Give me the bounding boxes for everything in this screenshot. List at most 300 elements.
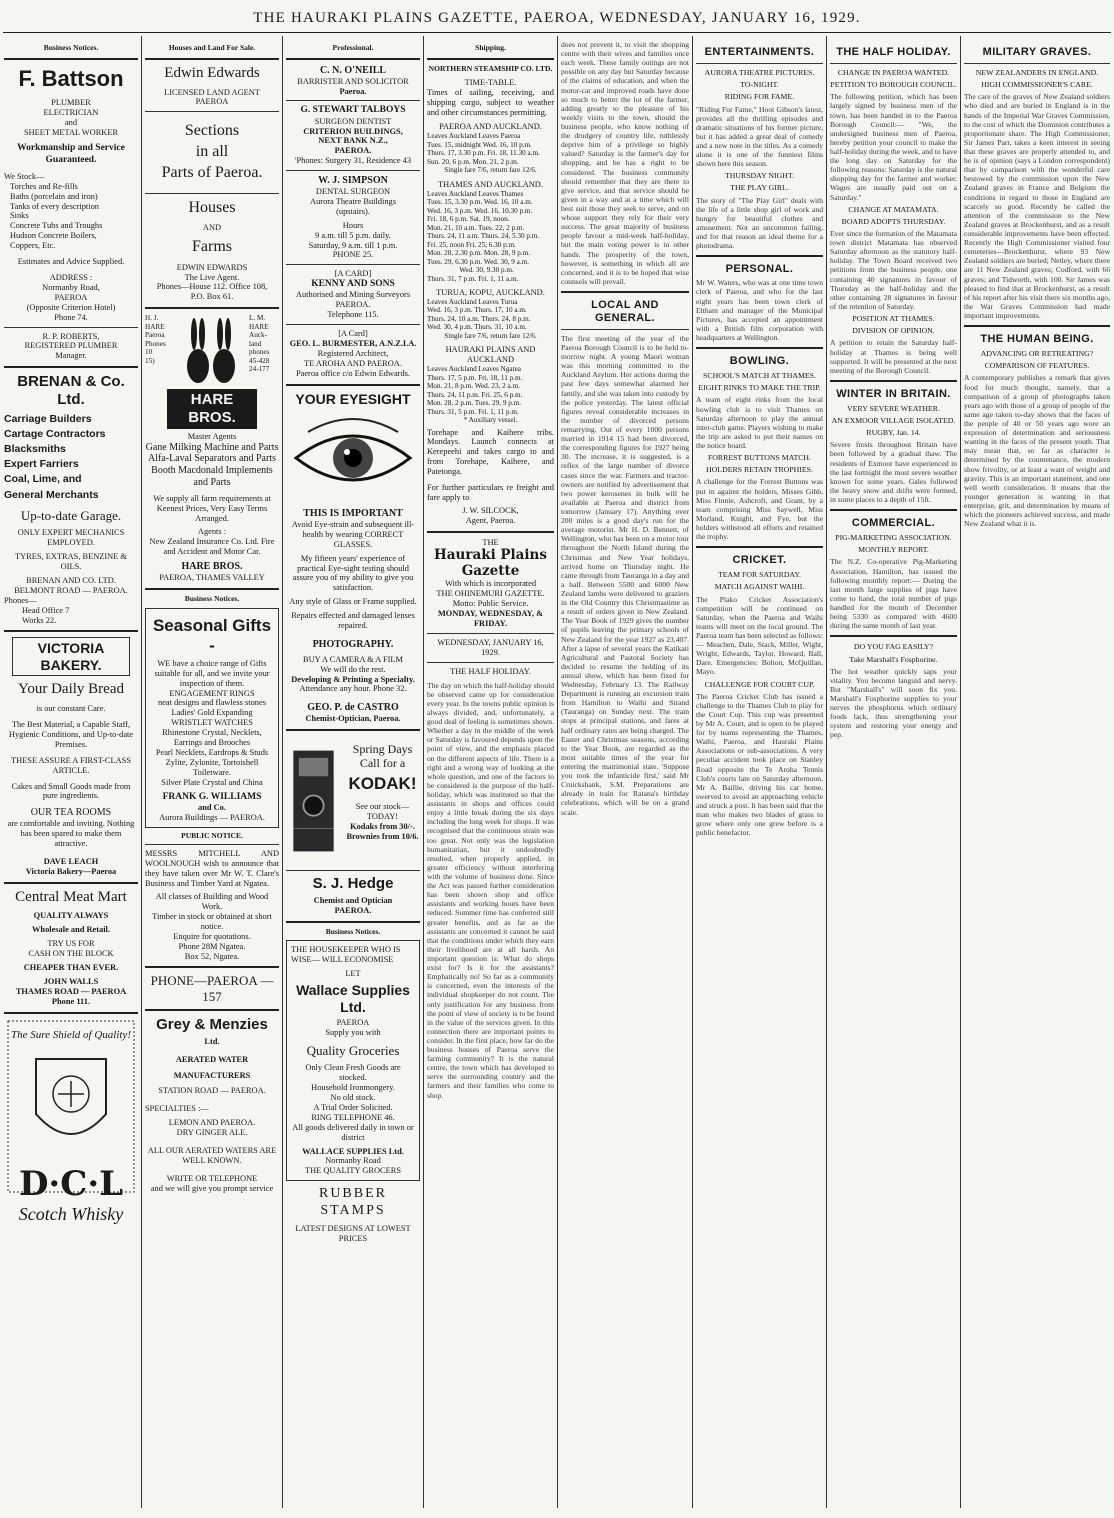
kodak-title: KODAK!	[348, 774, 417, 794]
route-row: Thurs. 31, 5 p.m. Fri. 1, 11 p.m.	[427, 407, 519, 416]
divider	[696, 347, 823, 349]
contact-line: Auck-	[249, 331, 267, 340]
contact-line: HARE	[249, 322, 269, 331]
route-row: Fri. 25, noon Fri. 25, 6.30 p.m.	[427, 240, 516, 249]
trade-item: Cartage Contractors	[4, 427, 106, 440]
garage-title: Up-to-date Garage.	[20, 507, 122, 523]
gifts-title: Seasonal Gifts -	[152, 615, 272, 655]
route-columns: Leaves Auckland Leaves Paeroa	[427, 132, 521, 141]
wallace-line: Household Ironmongery.	[311, 1083, 395, 1093]
simpson-hours: Saturday, 9 a.m. till 1 p.m.	[308, 240, 398, 250]
trade-item: Carriage Builders	[4, 412, 92, 425]
burmester-line: Paeroa office c/o Edwin Edwards.	[295, 368, 411, 378]
simpson-line: (upstairs).	[336, 206, 370, 216]
brenan-foot: Works 22.	[22, 615, 57, 625]
personal-text: Mr W. Waters, who was at one time town clerk of Paeroa, and who for the last eight years has been town clerk of Eltham and manager of the Municipal Pictures, has accepted an appointment with a British film corporation with headquarters at Wellington.	[696, 278, 823, 342]
divider	[4, 58, 138, 60]
houses-line: Houses	[188, 198, 236, 216]
talboys-line: NEXT BANK N.Z.,	[318, 136, 388, 146]
houses-line: Farms	[192, 237, 232, 255]
photo-line: Developing & Printing a Specialty.	[291, 674, 415, 684]
eyesight-title: YOUR EYESIGHT	[295, 390, 411, 407]
divider	[427, 58, 554, 60]
route-row: Wed. 30, 9.30 p.m.	[427, 266, 514, 275]
forrest-text: A challenge for the Forrest Buttons was put in against the holders, Misses Gibb, Miss Finnie, Ashcroft, and Grant, by a team comprising Miss Saywell, Miss Morland, Knight, and Fye, but the holders withstood all efforts and retained the trophy.	[696, 477, 823, 542]
trade-item: Blacksmiths	[4, 443, 66, 456]
divider	[4, 366, 138, 368]
half-holiday-heading: THE HALF HOLIDAY.	[836, 46, 951, 58]
photo-title: PHOTOGRAPHY.	[312, 638, 394, 650]
nz-heading: NEW ZEALANDERS IN ENGLAND.	[975, 67, 1099, 77]
brenan-trades	[4, 412, 138, 503]
wallace-let: LET	[345, 969, 361, 979]
battson-name: F. Battson	[18, 65, 124, 91]
thames-heading: POSITION AT THAMES.	[852, 314, 935, 324]
route-heading: HAURAKI PLAINS AND AUCKLAND	[445, 345, 536, 365]
eye-text: Any style of Glass or Frame supplied.	[289, 597, 417, 607]
kodak-heading: Spring Days Call for a	[352, 742, 413, 771]
meat-mart-title: Central Meat Mart	[15, 888, 127, 905]
divider	[964, 63, 1110, 64]
divider	[286, 729, 420, 731]
hare-address: PAEROA, THAMES VALLEY	[159, 572, 265, 582]
stock-item: Torches and Re-fills	[10, 181, 78, 191]
human-text: A contemporary publishes a remark that gives food for much thought, namely, that a comparison of a group of photographs taken years ago with those of a group of people of the same age taken to-day shows that the faces of the people of 40 or 50 years ago wore an expression of determination and seriousness wanting in the faces of the present youth. That may mean that, so far as character is determined by the countenance, the modern show frivolity, or at least a want of weight and gravity. This is an important statement, and one well worth consideration. It means that the younger generation is wanting in that enterprise, grit, and determination by means of which the pioneers achieved success, and made New Zealand what it is.	[964, 373, 1110, 529]
trade-item: Coal, Lime, and	[4, 473, 82, 486]
matamata-text: Ever since the formation of the Matamata town district Matamata has observed Saturday afternoon as the statutory half-holiday. The Town Board received two petitions from the business people, one containing 40 signatures in favour of Thursday as the half-holiday and the other containing 28 signatures in favour of the retention of Saturday.	[830, 229, 957, 311]
bakery-sub: is our constant Care.	[36, 704, 106, 714]
cricket-text: The Plako Cricket Association's competition will be continued on Saturday, when the Paeroa and Waihi teams will meet on the local ground. The Paeroa team has been selected as follows:— Meachen, Dale, Stack, Miller, Wight, Wright, Edwards, Taylor, Howard, Ball, Dare. Emergencies: Bolton, McQuillan, Mayo.	[696, 594, 823, 677]
mitchell-line: Enquire for quotations.	[173, 931, 251, 941]
grey-specialties: SPECIALTIES :—	[145, 1104, 209, 1114]
wallace-line: No old stock.	[330, 1093, 376, 1103]
simpson-name: W. J. SIMPSON	[318, 175, 388, 187]
agent-name: J. W. SILCOCK,	[462, 505, 519, 515]
wallace-supply: Supply you with	[325, 1028, 381, 1038]
divider	[145, 1009, 279, 1011]
kenny-line: Telephone 115.	[327, 310, 379, 320]
wallace-title: Wallace Supplies Ltd.	[296, 982, 410, 1015]
steamship-company: NORTHERN STEAMSHIP CO. LTD.	[428, 63, 553, 73]
commercial-heading: COMMERCIAL.	[851, 517, 936, 530]
hare-agents: Agents :	[197, 527, 227, 537]
further-particulars: For further particulars re freight and fare apply to	[427, 483, 554, 502]
column-rule	[557, 36, 558, 1508]
battson-address: (Opposite Criterion Hotel)	[26, 302, 116, 312]
wallace-line: RING TELEPHONE 46.	[311, 1112, 395, 1122]
hare-right-contact	[249, 314, 279, 373]
meat-line: QUALITY ALWAYS	[33, 911, 109, 921]
route-row: Thurs. 31, 7 p.m. Fri. 1, 11 a.m.	[427, 274, 519, 283]
hare-line: Alfa-Laval Separators and Parts	[147, 453, 276, 465]
grey-service: and we will give you prompt service	[150, 1183, 274, 1193]
edwards-foot: EDWIN EDWARDS	[176, 262, 248, 272]
divider	[696, 63, 823, 64]
gift-item: Ladies' Gold Expanding	[171, 708, 253, 718]
column-rule	[282, 36, 283, 1508]
dateline: WEDNESDAY, JANUARY 16, 1929.	[437, 637, 544, 657]
bakery-text: The Best Material, a Capable Staff, Hygienic Conditions, and Up-to-date Premises.	[8, 720, 134, 749]
contact-line: phones	[249, 348, 270, 357]
film-title: RIDING FOR FAME.	[724, 92, 795, 102]
bakery-rooms-text: are comfortable and inviting. Nothing has been spared to make them attractive.	[7, 819, 135, 848]
agent-line: Agent, Paeroa.	[465, 515, 516, 525]
forrest-heading: FORREST BUTTONS MATCH.	[707, 453, 812, 463]
route-row: Fri. 18, 6 p.m. Sat. 19, noon.	[427, 215, 510, 224]
pig-heading: PIG-MARKETING ASSOCIATION.	[835, 533, 952, 543]
bakery-owner: DAVE LEACH	[43, 856, 99, 866]
camera-illustration	[286, 736, 341, 866]
divider	[830, 380, 957, 382]
personal-heading: PERSONAL.	[725, 263, 794, 276]
trade-item: Expert Farriers	[4, 458, 79, 471]
edwards-foot: Phones—House 112. Office 108,	[156, 282, 268, 292]
meat-line: TRY US FOR	[47, 939, 95, 949]
bakery-address: Victoria Bakery—Paeroa	[25, 866, 117, 876]
brenan-foot: BELMONT ROAD — PAEROA.	[14, 585, 128, 595]
local-general-heading: LOCAL AND GENERAL.	[591, 298, 659, 324]
divider	[427, 662, 554, 663]
route-row: Mon. 28, 2.30 p.m. Mon. 28, 9 p.m.	[427, 249, 531, 258]
meat-owner: Phone 111.	[51, 996, 91, 1006]
divider	[286, 870, 420, 871]
half-holiday-text: The following petition, which has been largely signed by business men of the town, has been handed in to the Paeroa Borough Council:— "We, the undersigned business men of Paeroa, hereby petition your council to make the half-holiday during the week, and to have the long day on Saturday for the following reasons: Saturday is the natural shopping day for the farmer and worker. Wages are usually paid out on a Saturday."	[830, 92, 957, 202]
contact-line: H. J.	[145, 314, 159, 323]
contact-line: HARE	[145, 322, 165, 331]
gift-item: Rhinestone Crystal, Necklets,	[162, 728, 262, 738]
edwards-foot: The Live Agent.	[184, 272, 240, 282]
battson-stock-list	[4, 182, 138, 251]
change-heading: CHANGE IN PAEROA WANTED.	[837, 67, 950, 77]
hedge-line: PAEROA.	[334, 905, 372, 915]
gift-item: neat designs and flawless stones	[158, 698, 266, 708]
mitchell-line: Timber in stock or obtained at short notice.	[152, 911, 272, 931]
battson-address: ADDRESS :	[49, 272, 93, 282]
column-rule	[692, 36, 693, 1508]
aurora-theatre: AURORA THEATRE PICTURES.	[704, 67, 815, 77]
divider	[145, 966, 279, 968]
divider	[145, 58, 279, 60]
route-row: Wed. 16, 3 p.m. Thurs. 17, 10 a.m.	[427, 306, 527, 315]
gift-item: Toiletware.	[193, 767, 231, 777]
gift-item: Earrings and Brooches	[173, 738, 251, 748]
route-row: Tues. 29, 6.30 p.m. Wed. 30, 9 a.m.	[427, 257, 530, 266]
torehape-note: Torehape and Kaihere tribs. Mondays. Launch connects at Kerepeehi and takes cargo to and from Torehape, Kaihere, and Patetonga.	[427, 427, 554, 477]
battson-address: Phone 74.	[54, 312, 88, 322]
route-heading: THAMES AND AUCKLAND.	[438, 179, 543, 189]
grey-line: STATION ROAD — PAEROA.	[158, 1086, 266, 1096]
divider	[286, 100, 420, 101]
divider	[4, 1012, 138, 1014]
hc-heading: HIGH COMMISSIONER'S CARE.	[981, 80, 1093, 90]
column-shipping	[427, 40, 554, 1508]
divider	[145, 111, 279, 112]
petition-heading: PETITION TO BOROUGH COUNCIL.	[830, 80, 957, 90]
column-half-holiday	[830, 40, 957, 1508]
bakery-tagline: Your Daily Bread	[18, 681, 124, 698]
mitchell-notice: MESSRS MITCHELL AND WOOLNOUGH wish to announce that they have taken over Mr W. T. Clare's Business and Timber Yard at Ngatea.	[145, 849, 279, 889]
simpson-hours: PHONE 25.	[332, 250, 374, 260]
kodak-ad	[286, 736, 420, 866]
exmoor-heading: AN EXMOOR VILLAGE ISOLATED.	[831, 415, 956, 425]
divider	[830, 635, 957, 637]
wallace-line: Only Clean Fresh Goods are stocked.	[305, 1063, 401, 1083]
battson-estimates: Estimates and Advice Supplied.	[17, 257, 125, 267]
brenan-foot: Phones—	[4, 595, 37, 605]
timetable-heading: TIME-TABLE.	[464, 77, 517, 87]
hare-left-contact	[145, 314, 173, 365]
advancing-heading: ADVANCING OR RETREATING?	[980, 349, 1094, 359]
route-row: Wed. 30, 4 p.m. Thurs. 31, 10 a.m.	[427, 323, 527, 332]
seasonal-gifts-ad	[145, 608, 279, 828]
battson-address: PAEROA	[54, 292, 88, 302]
section-heading: Business Notices.	[325, 926, 381, 936]
contact-line: 45-428	[249, 356, 270, 365]
route-row: Wed. 16, 3 p.m. Wed. 16, 10.30 p.m.	[427, 206, 533, 215]
cricket-heading: CRICKET.	[732, 554, 787, 567]
divider	[145, 844, 279, 845]
meat-line: CASH ON THE BLOCK	[28, 949, 114, 959]
film-review: The story of "The Play Girl" deals with the life of a little shop girl of work and hungry for beautiful clothes and amusement. Not an uncommon failing, and for that reason an ideal theme for a photodrama.	[696, 195, 823, 251]
burmester-line: Registered Architect,	[317, 348, 389, 358]
contact-line: L. M.	[249, 314, 266, 323]
editorial-continued: does not prevent it, to visit the shopping centre with their wives and families once each week. These family outings are not possible on any day but Saturday because of the claims of education, and when the motor-car and improved roads have done so much to better the lot of the farmer, adding greatly to the pleasure of his weekly visits to the town, should the business people, who know nothing of the drudgery of country life, ruthlessly deprive him of a privilege so highly valued? Saturday is the farmer's day for shopping, and he has a right to be considered. The business community should remember that they are there to give service, and that service should be given in a way and at a time which will best suit those they seek to serve, and on whose support they rely for their very success. The great majority of business people favour a mid-week half-holiday, but the main voting power is in other hands. The prosperity of the town, however, is something in which all are concerned, and it is to be hoped that wise counsels will prevail.	[561, 40, 689, 286]
mitchell-line: All classes of Building and Wood Work.	[155, 892, 269, 911]
divider	[427, 531, 554, 533]
bowling-sub: SCHOOL'S MATCH AT THAMES.	[703, 371, 816, 381]
column-rule	[141, 36, 142, 1508]
simpson-line: DENTAL SURGEON	[315, 186, 391, 196]
route-heading: PAEROA AND AUCKLAND.	[439, 122, 542, 132]
bakery-title: VICTORIA BAKERY.	[12, 637, 130, 676]
garage-line: ONLY EXPERT MECHANICS EMPLOYED.	[17, 528, 125, 548]
gift-item: WRISTLET WATCHES	[171, 718, 253, 728]
route-row: Thurs. 24, 10 a.m. Thurs. 24, 8 p.m.	[427, 314, 531, 323]
divider	[286, 264, 420, 265]
hare-rabbits-logo	[176, 314, 246, 389]
eye-text: My fifteen years' experience of practical Eye-sight testing should assure you of my ability to give you satisfaction.	[292, 553, 414, 593]
brenan-foot: Head Office 7	[22, 605, 70, 615]
divider	[4, 882, 138, 884]
eye-text: Repairs effected and damaged lenses repaired.	[291, 611, 415, 631]
brenan-foot: BRENAN AND CO. LTD.	[26, 575, 116, 585]
bakery-rooms: OUR TEA ROOMS	[30, 807, 112, 819]
stock-item: Hudson Concrete Boilers,	[10, 231, 97, 241]
kenny-line: PAEROA.	[335, 300, 371, 310]
court-cup-text: The Paeroa Cricket Club has issued a challenge to the Thames Club to play for the Court Cup. This cup was presented by Mr A. Court, and is open to be played for by teams representing the Thames, Waihi, Paeroa, and Hauraki Plains Associations or sub-associations. A very peculiar accident took place on Stanley Road opposite the Te Aroha Tennis Club's courts late on Saturday afternoon. Mr A. Baillie, driving his car home, swerved to avoid an approaching vehicle and struck a post. It has been said that the man who makes two blades of grass to grow where only one grew before is a public benefactor.	[696, 691, 823, 838]
contact-line: 24-177	[249, 365, 270, 374]
wallace-ad	[286, 940, 420, 1181]
comparison-heading: COMPARISON OF FEATURES.	[984, 361, 1090, 371]
route-columns: Leaves Auckland Leaves Ngatea	[427, 365, 521, 374]
hare-header	[145, 314, 279, 389]
hedge-name: S. J. Hedge	[312, 875, 394, 893]
hare-name: HARE BROS.	[181, 561, 243, 573]
divider	[4, 630, 138, 632]
gazette-line: THE OHINEMURI GAZETTE.	[436, 589, 545, 599]
hare-line: Master Agents	[187, 431, 237, 441]
meat-line: CHEAPER THAN EVER.	[23, 963, 119, 973]
gifts-owner: Aurora Buildings — PAEROA.	[159, 812, 265, 822]
hare-line: Booth Macdonald Implements and Parts	[151, 465, 273, 488]
oneill-name: C. N. O'NEILL	[319, 64, 387, 76]
sections-line: Parts of Paeroa.	[161, 164, 263, 182]
column-rule	[960, 36, 961, 1508]
grey-line: MANUFACTURERS	[173, 1070, 251, 1080]
grey-line: AERATED WATER	[175, 1054, 249, 1064]
film-review: "Riding For Fame," Hoot Gibson's latest, provides all the thrilling episodes and dramatic situations of his former picture, but it has added a great deal of comedy and a new note in the titles. As a comedy alone it is one of the funniest films shown here this season.	[696, 104, 823, 169]
castro-name: GEO. P. de CASTRO	[307, 702, 399, 714]
divider	[561, 291, 689, 293]
gazette-days: MONDAY, WEDNESDAY, & FRIDAY.	[437, 609, 544, 629]
gift-item: Zylite, Zylonite, Tortoishell	[165, 757, 259, 767]
route-row: Sun. 20, 6 p.m. Mon. 21, 2 p.m.	[427, 157, 519, 166]
gift-item: Pearl Necklets, Eardrops & Studs	[155, 747, 269, 757]
bakery-assure: THESE ASSURE A FIRST-CLASS ARTICLE.	[11, 755, 131, 775]
route-columns: Leaves Auckland Leaves Turua	[427, 297, 518, 306]
local-general-text: The first meeting of the year of the Paeroa Borough Council is to be held to-morrow night. A young Maori woman was this morning committed to the Auckland Asylum. Her actions during the past few days somewhat alarmed her family, and she was taken into custody by the police yesterday. The latest official figures reveal considerable increases in the number of divorced persons remarrying. Out of every 1000 persons married in 1914 15 had been divorced, the corresponding figures for 1927 being 30. The increase, it is suggested, is a reflex of the large number of divorce cases since the war. Farmers and tractor-owners are notified by advertisement that two power kerosenes in bulk will be available at Paeroa and district from tomorrow (January 17). Anything over 200 miles is a good day's run for the average motorist. Mr H. D. Bennett, of Wellington, who has been on a motor tour throughout the North Island during the Christmas and New Year holidays, arrived home on Thursday night. He came through from Tauranga in a day and a half. Between 5500 and 6000 New Zealand lambs were delivered to graziers in the Old Country this Christmastime as a result of orders given in New Zealand. The Year Book of 1929 gives the number of pupils leaving the primary schools of New Zealand for the year 1927 as 23,407. After a lapse of several years the Katikati Agricultural and Pastoral Society has decided to resume the holding of its annual show, which has been fixed for Wednesday, February 13. The Railway Department is running an excursion train from Hamilton to Waihi and Strand (Tauranga) on Sunday next. The train stops at principal stations, and fares at half ordinary rates are being charged. The Easter and Christmas seasons, according to the Year Book, are regarded as the most suitable times of the year for entering the matrimonial state. 'Suppose you took the infanticide first,' said Mr Cruickshank, S.M. Preparations are already in train for Ratana's birthday celebrations, which will be on a grand scale.	[561, 333, 689, 817]
divider	[145, 193, 279, 194]
mitchell-line: Phone 28M Ngatea.	[178, 941, 246, 951]
kenny-card: [A CARD]	[334, 269, 372, 279]
contact-line: 15)	[145, 356, 155, 365]
gazette-title: Hauraki Plains Gazette	[434, 546, 547, 579]
edwards-sub: LICENSED LAND AGENT	[164, 87, 260, 97]
divider	[145, 588, 279, 590]
public-notice-heading: PUBLIC NOTICE.	[181, 830, 243, 840]
grey-specialty: LEMON AND PAEROA.	[168, 1118, 256, 1128]
edwards-foot: P.O. Box 61.	[190, 292, 234, 302]
battson-line: SHEET METAL WORKER	[23, 127, 119, 137]
phone-ad: PHONE—PAEROA —157	[150, 973, 274, 1004]
auxiliary-note: * Auxiliary vessel.	[463, 416, 518, 425]
divider	[286, 324, 420, 325]
sections-line: Sections	[184, 122, 240, 140]
route-row: Thurs. 24, 11 p.m. Fri. 25, 6 p.m.	[427, 390, 523, 399]
kodak-text	[341, 736, 420, 866]
editorial-title: THE HALF HOLIDAY.	[450, 666, 531, 676]
roberts-line: REGISTERED PLUMBER	[24, 341, 118, 351]
rugby-dateline: RUGBY, Jan. 14.	[866, 428, 921, 438]
stock-item: Coppers, Etc.	[10, 241, 56, 251]
matamata-heading: CHANGE AT MATAMATA.	[848, 204, 939, 214]
divider	[4, 327, 138, 328]
contact-line: Paeroa	[145, 331, 165, 340]
oneill-line: BARRISTER AND SOLICITOR	[297, 76, 409, 86]
meat-line: Wholesale and Retail.	[32, 925, 110, 935]
roberts-line: R. P. ROBERTS,	[42, 331, 100, 341]
bowling-sub: EIGHT RINKS TO MAKE THE TRIP.	[698, 383, 821, 393]
gazette-the: THE	[482, 537, 499, 547]
burmester-line: TE AROHA AND PAEROA.	[304, 358, 402, 368]
burmester-card: [A Card]	[338, 329, 368, 339]
bakery-cakes: Cakes and Small Goods made from pure ingredients.	[11, 781, 131, 801]
route-heading: TURUA, KOPU, AUCKLAND.	[436, 287, 545, 297]
divider	[561, 329, 689, 330]
column-professional	[286, 40, 420, 1508]
sections-line: in all	[195, 143, 229, 161]
masthead: THE HAURAKI PLAINS GAZETTE, PAEROA, WEDNESDAY, JANUARY 16, 1929.	[253, 10, 861, 26]
graves-heading: MILITARY GRAVES.	[982, 46, 1092, 58]
kenny-line: Authorised and Mining Surveyors	[295, 290, 411, 300]
divider	[964, 325, 1110, 327]
important-heading: THIS IS IMPORTANT	[303, 508, 403, 520]
bowling-heading: BOWLING.	[729, 355, 790, 368]
entertainments-heading: ENTERTAINMENTS.	[704, 46, 815, 58]
talboys-name: G. STEWART TALBOYS	[300, 105, 406, 116]
route-row: Mon. 28, 2 p.m. Tues. 29, 9 p.m.	[427, 399, 522, 408]
battson-line: PLUMBER	[51, 97, 91, 107]
wallace-line: All goods delivered daily in town or district	[292, 1122, 414, 1142]
simpson-hours: Hours	[342, 220, 364, 230]
gazette-line: Motto: Public Service.	[452, 599, 529, 609]
photo-line: BUY A CAMERA & A FILM	[303, 654, 403, 664]
talboys-line: 'Phones: Surgery 31, Residence 43	[294, 156, 412, 166]
grey-specialty: DRY GINGER ALE.	[176, 1128, 248, 1138]
cricket-team: TEAM FOR SATURDAY.	[718, 570, 801, 580]
divider	[286, 170, 420, 171]
contact-line: Phones	[145, 339, 166, 348]
houses-line: AND	[202, 222, 222, 232]
wallace-foot: THE QUALITY GROCERS	[305, 1166, 401, 1176]
meat-owner: JOHN WALLS	[43, 976, 99, 986]
battson-tagline: Workmanship and Service Guaranteed.	[17, 143, 125, 165]
gifts-owner: FRANK G. WILLIAMS	[162, 791, 262, 802]
grey-ltd: Ltd.	[204, 1036, 220, 1046]
castro-line: Chemist-Optician, Paeroa.	[305, 714, 401, 724]
kenny-name: KENNY AND SONS	[311, 279, 395, 290]
hedge-line: Chemist and Optician	[313, 895, 393, 905]
hare-insurance: New Zealand Insurance Co. Ltd. Fire and Accident and Motor Car.	[149, 537, 275, 557]
grey-write: WRITE OR TELEPHONE	[166, 1173, 258, 1183]
battson-address: Normanby Road,	[42, 282, 100, 292]
fag-sub: Take Marshall's Fosphorine.	[849, 654, 938, 664]
hare-supply: We supply all farm requirements at Keenest Prices, Very Easy Terms Arranged.	[153, 493, 271, 523]
divider	[830, 509, 957, 511]
route-fare: Single fare 7/6, return fare 12/6.	[444, 331, 537, 340]
fag-heading: DO YOU FAG EASILY?	[853, 642, 934, 652]
section-heading: Professional.	[332, 43, 374, 52]
route-row: Mon. 21, 10 a.m. Tues. 22, 2 p.m.	[427, 223, 525, 232]
simpson-line: Aurora Theatre Buildings	[310, 196, 396, 206]
editorial-text: The day on which the half-holiday should be observed came up for consideration every year. In the towns public opinion is always divided, and, unfortunately, a good deal of feeling is sometimes shown. Whether a day in the middle of the week or Saturday is favoured depends upon the point of view, and the emphasis placed on the different aspects of life. There is a right and a wrong way of looking at the whole question, and one of the factors to be considered is the purpose of the half-holiday, which was instituted so that the assistants in shops and offices could enjoy a little break during the six days including the long week for shops. It was recognised that the continuous strain was too great. Not only was the legislation humanitarian, but it undoubtedly resulted, when properly applied, in greater efficiency without interfering with the volume of business done. Since the Act was passed further consideration has been shown shop and office assistants and working hours have been reduced. Summer time has conferred still greater benefits, and as far as the assistants are concerned it cannot be said that the conditions under which they earn their livelihood are at all harsh. An important question is: What do shops exist for? Is it for the assistants? Emphatically no! So far as a community is concerned, even the interests of the individual shopkeeper do not count. The only justification for any business from the point of view of society is to be found in the value of the services given. In this connection there are important points to consider. In the first place, how far do the business houses of Paeroa serve the farming community? It is the natural centre, the town which has developed to serve the surrounding country and the farmers and their families who come to shop.	[427, 680, 554, 1100]
gift-item: Silver Plate Crystal and China	[161, 777, 263, 787]
talboys-line: SURGEON DENTIST	[314, 116, 392, 126]
human-heading: THE HUMAN BEING.	[980, 333, 1094, 346]
section-heading: Houses and Land For Sale.	[168, 43, 256, 52]
trade-item: General Merchants	[4, 488, 99, 501]
gifts-text: WE have a choice range of Gifts suitable for all, and we invite your inspection of them.	[154, 658, 270, 688]
column-military-graves	[964, 40, 1110, 1508]
pig-text: The N.Z. Co-operative Pig-Marketing Association, Hamilton, has issued the following monthly report:— During the last month large supplies of pigs have come to hand, the total number of pigs handled for the month of December being 5330 as compared with 4600 during the same month of last year.	[830, 557, 957, 631]
kodak-price: Kodaks from 30/-.	[350, 822, 415, 832]
roberts-line: Manager.	[55, 351, 87, 361]
wallace-line: A Trial Order Solicited.	[313, 1102, 393, 1112]
wallace-quality: Quality Groceries	[306, 1043, 400, 1058]
column-rule	[826, 36, 827, 1508]
thursday-night: THURSDAY NIGHT.	[724, 171, 795, 181]
monthly-heading: MONTHLY REPORT.	[858, 545, 929, 555]
winter-heading: WINTER IN BRITAIN.	[836, 387, 951, 400]
grey-all: ALL OUR AERATED WATERS ARE WELL KNOWN.	[147, 1146, 277, 1165]
timetable-note: Times of sailing, receiving, and shipping cargo, subject to weather and other circumstances permitting.	[427, 87, 554, 117]
thames-text: A petition to retain the Saturday half-holiday at Thames is being well supported. It will be presented at the next meeting of the Borough Council.	[830, 338, 957, 375]
route-row: Tues. 15, midnight Wed. 16, 10 p.m.	[427, 140, 532, 149]
burmester-name: GEO. L. BURMESTER, A.N.Z.I.A.	[289, 339, 417, 349]
contact-line: 10	[145, 348, 153, 357]
eye-text: Avoid Eye-strain and subsequent ill-health by wearing CORRECT GLASSES.	[291, 519, 415, 549]
masthead-rule	[3, 32, 1111, 33]
